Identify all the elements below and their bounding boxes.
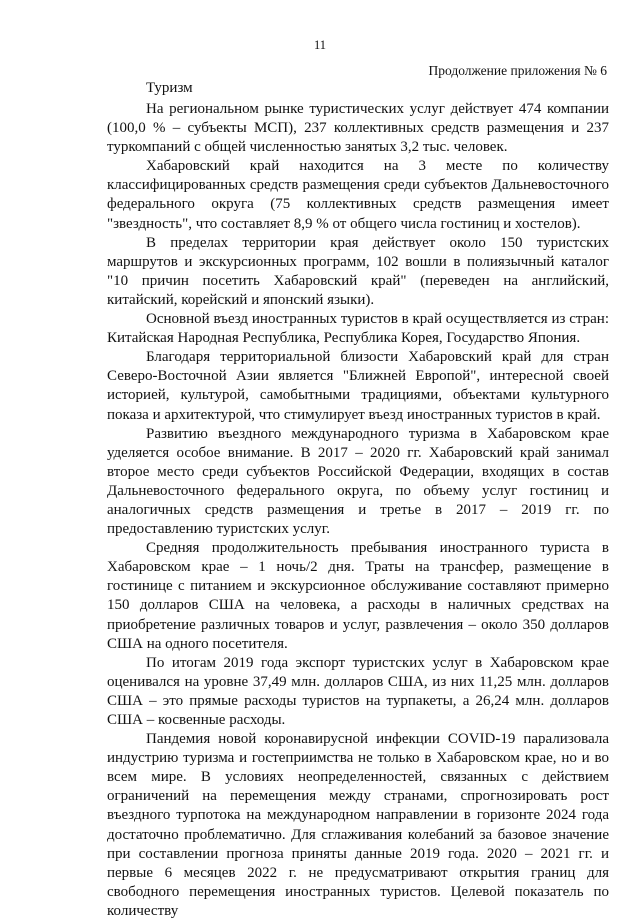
paragraph-export-2019: По итогам 2019 года экспорт туристских услуг в Хабаровском крае оценивался на уровне 37,49 млн. долларов США, из них 11,25 млн. долларов США – это прямые расходы туристов на турпакеты, а 26,24 млн. долларов США – косвенные расходы.: [107, 654, 609, 728]
paragraph-stay-duration: Средняя продолжительность пребывания иностранного туриста в Хабаровском крае – 1 ночь/2 дня. Траты на трансфер, размещение в гостинице с питанием и экскурсионное обслуживание составляют примерно 150 долларов США на человека, а расходы в наличных средствах на приобретение различных товаров и услуг, развлечения – около 350 долларов США на одного посетителя.: [107, 540, 609, 652]
paragraph-tourism-market: На региональном рынке туристических услуг действует 474 компании (100,0 % – субъекты МСП), 237 коллективных средств размещения и 237 туркомпаний с общей численностью занятых 3,2 тыс. человек.: [107, 101, 609, 156]
paragraph-routes-catalog: В пределах территории края действует около 150 туристских маршрутов и экскурсионных программ, 102 вошли в полиязычный каталог "10 причин посетить Хабаровский край" (переведен на английский, китайский, корейский и японский языки).: [107, 234, 609, 308]
paragraph-main-countries: Основной въезд иностранных туристов в край осуществляется из стран: Китайская Народная Республика, Республика Корея, Государство Япония.: [107, 311, 609, 347]
page-number: 11: [313, 38, 327, 52]
paragraph-pandemic: Пандемия новой коронавирусной инфекции COVID-19 парализовала индустрию туризма и гостеприимства не только в Хабаровском крае, но и во всем мире. В условиях неопределенностей, связанных с действием ограничений на перемещения между странами, спрогнозировать рост въездного турпотока на международном направлении в горизонте 2024 года достаточно проблематично. Для сглаживания колебаний за базовое значение при составлении прогноза приняты данные 2019 года. 2020 – 2021 гг. и первые 6 месяцев 2022 г. не предусматривают открытия границ для свободного перемещения иностранных туристов. Целевой показатель по количеству: [107, 731, 609, 919]
paragraph-near-europe: Благодаря территориальной близости Хабаровский край для стран Северо-Восточной Азии является "Ближней Европой", интересной своей историей, культурой, самобытными традициями, объектами культурного показа и архитектурой, что стимулирует въезд иностранных туристов в край.: [107, 349, 609, 423]
document-body: [107, 100, 609, 921]
paragraph-inbound-development: Развитию въездного международного туризма в Хабаровском крае уделяется особое внимание. В 2017 – 2020 гг. Хабаровский край занимал второе место среди субъектов Российской Федерации, входящих в состав Дальневосточного федерального округа, по объему услуг гостиниц и аналогичных средств размещения и третье в 2017 – 2019 гг. по предоставлению туристских услуг.: [107, 425, 609, 538]
paragraph-accommodation-rank: Хабаровский край находится на 3 месте по количеству классифицированных средств размещения среди субъектов Дальневосточного федерального округа (75 коллективных средств размещения имеет "звездность", что составляет 8,9 % от общего числа гостиниц и хостелов).: [107, 158, 609, 232]
section-title: Туризм: [146, 80, 193, 96]
appendix-label: Продолжение приложения № 6: [428, 63, 607, 78]
